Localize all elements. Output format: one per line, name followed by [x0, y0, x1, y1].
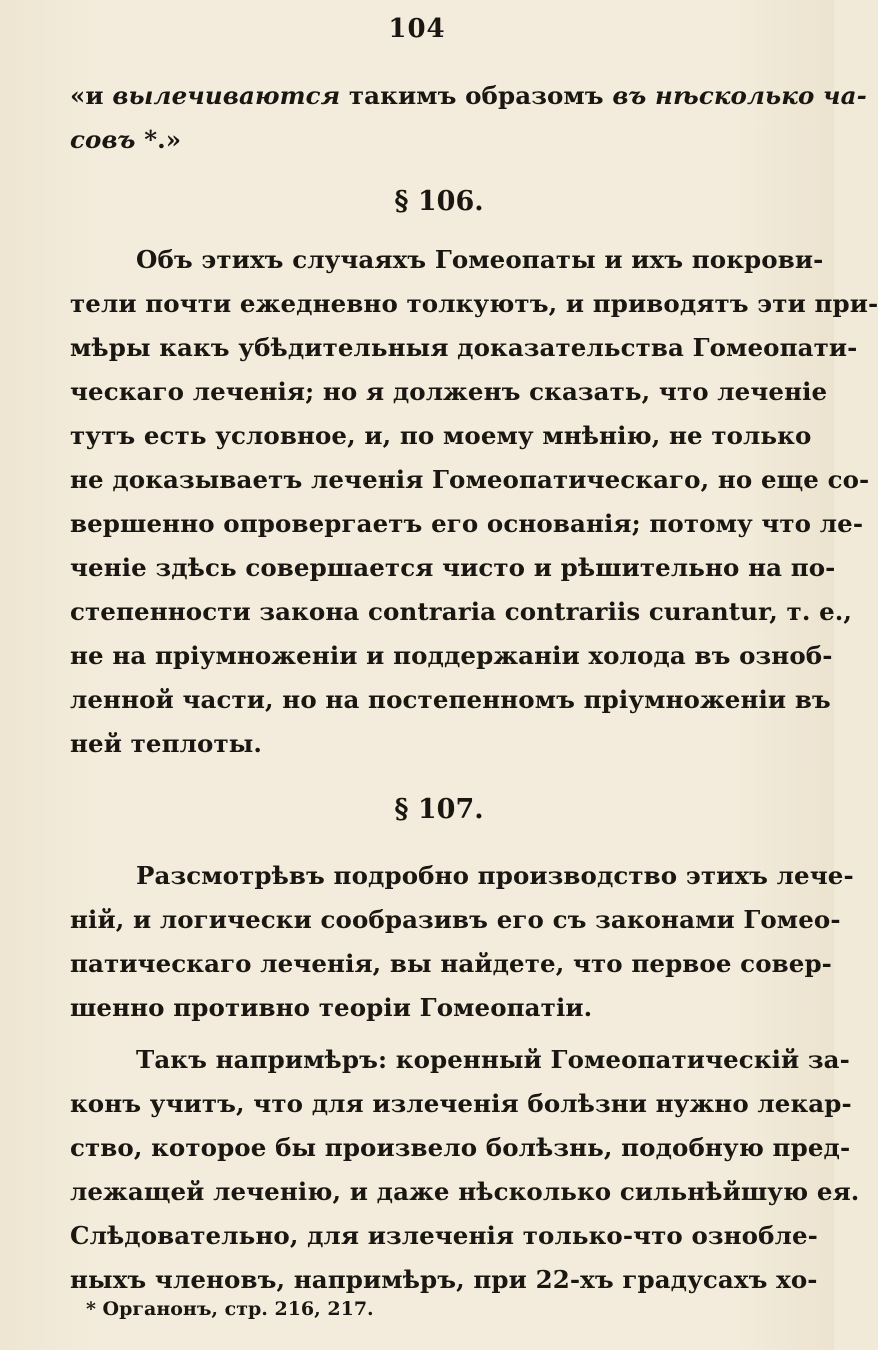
paragraph-line: ство, которое бы произвело болѣзнь, подобную пред- — [70, 1133, 851, 1162]
quote-close: *.» — [144, 125, 182, 154]
page-number: 104 — [388, 14, 446, 44]
section-heading-106: § 106. — [394, 186, 484, 217]
paragraph-line: тутъ есть условное, и, по моему мнѣнію, не только — [70, 421, 812, 450]
paragraph-line: ній, и логически сообразивъ его съ законами Гомео- — [70, 905, 841, 934]
paragraph-line: не на пріумноженіи и поддержаніи холода въ озноб- — [70, 641, 833, 670]
section-heading-107: § 107. — [394, 794, 484, 825]
paragraph-line: не доказываетъ леченія Гомеопатическаго, но еще со- — [70, 465, 870, 494]
quote-italic-word: вылечиваются — [112, 81, 341, 110]
paragraph-line: ческаго леченія; но я долженъ сказать, что леченіе — [70, 377, 828, 406]
quote-text: такимъ образомъ — [348, 81, 604, 110]
paragraph-line: вершенно опровергаетъ его основанія; потому что ле- — [70, 509, 864, 538]
paragraph-line: ныхъ членовъ, напримѣръ, при 22-хъ градусахъ хо- — [70, 1265, 818, 1294]
quote-italic-end: совъ — [70, 125, 136, 154]
paragraph-line: Объ этихъ случаяхъ Гомеопаты и ихъ покрови- — [136, 245, 824, 274]
paragraph-line: шенно противно теоріи Гомеопатіи. — [70, 993, 593, 1022]
paragraph-line: тели почти ежедневно толкуютъ, и приводятъ эти при- — [70, 289, 878, 318]
paragraph-line: ленной части, но на постепенномъ пріумноженіи въ — [70, 685, 831, 714]
paragraph-line: Разсмотрѣвъ подробно производство этихъ лече- — [136, 861, 854, 890]
paragraph-line: лежащей леченію, и даже нѣсколько сильнѣйшую ея. — [70, 1177, 860, 1206]
paragraph-line: Такъ напримѣръ: коренный Гомеопатическій за- — [136, 1045, 850, 1074]
quote-line-1 — [70, 74, 867, 118]
paragraph-line: Слѣдовательно, для излеченія только-что ознобле- — [70, 1221, 818, 1250]
footnote: * Органонъ, стр. 216, 217. — [86, 1298, 374, 1320]
paragraph-line: степенности закона contraria contrariis curantur, т. е., — [70, 597, 853, 626]
paragraph-line: ченіе здѣсь совершается чисто и рѣшительно на по- — [70, 553, 836, 582]
quote-line-2 — [70, 118, 808, 162]
paragraph-line: ней теплоты. — [70, 729, 263, 758]
paragraph-line: мѣры какъ убѣдительныя доказательства Гомеопати- — [70, 333, 858, 362]
paragraph-line: патическаго леченія, вы найдете, что первое совер- — [70, 949, 832, 978]
quote-italic-phrase: въ нѣсколько ча- — [612, 81, 867, 110]
page-content — [70, 74, 878, 1302]
quote-open: «и — [70, 81, 104, 110]
paragraph-line: конъ учитъ, что для излеченія болѣзни нужно лекар- — [70, 1089, 852, 1118]
